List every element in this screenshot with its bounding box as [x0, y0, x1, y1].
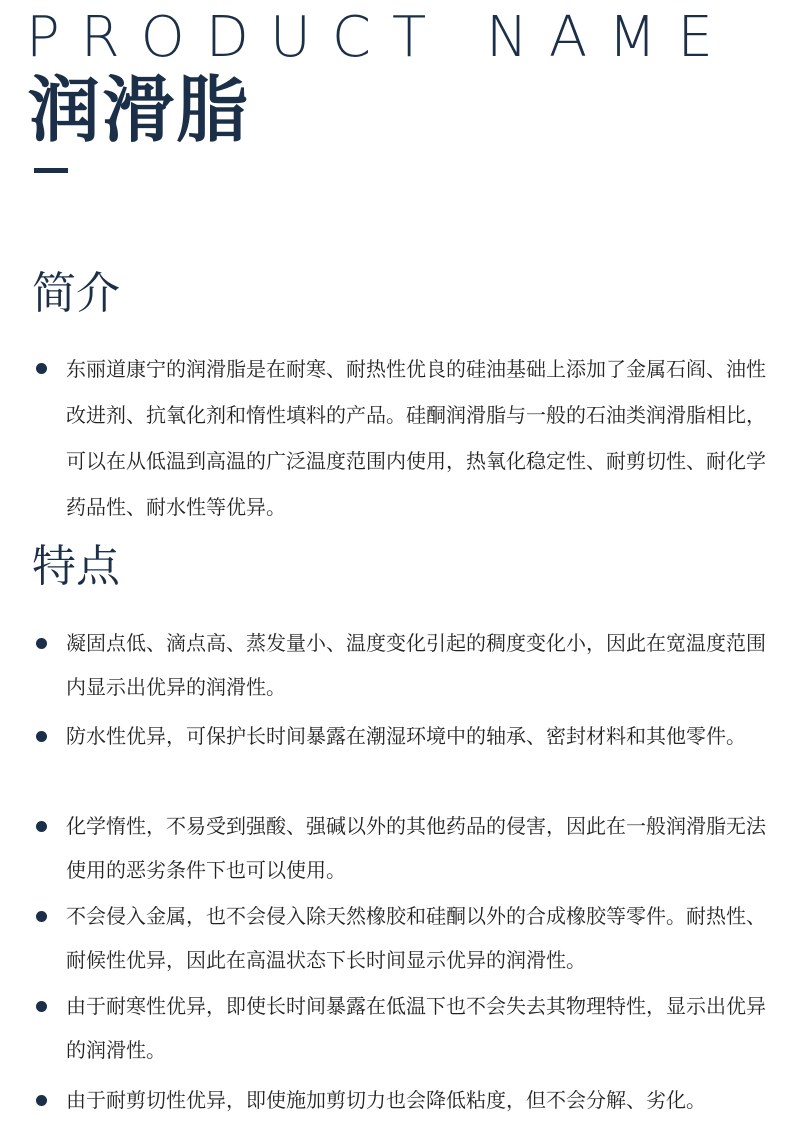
bullet-dot-icon — [36, 911, 47, 922]
bullet-dot-icon — [36, 731, 47, 742]
feature-text: 防水性优异，可保护长时间暴露在潮湿环境中的轴承、密封材料和其他零件。 — [66, 724, 746, 748]
bullet-dot-icon — [36, 1001, 47, 1012]
intro-text: 东丽道康宁的润滑脂是在耐寒、耐热性优良的硅油基础上添加了金属石阎、油性改进剂、抗氧化剂和惰性填料的产品。硅酮润滑脂与一般的石油类润滑脂相比，可以在从低温到高温的广泛温度范围内使用，热氧化稳定性、耐剪切性、耐化学药品性、耐水性等优异。 — [66, 357, 766, 519]
title-underline-bar — [34, 168, 68, 173]
intro-heading: 简介 — [32, 268, 120, 319]
feature-text: 化学惰性，不易受到强酸、强碱以外的其他药品的侵害，因此在一般润滑脂无法使用的恶劣条件下也可以使用。 — [66, 814, 766, 882]
feature-text: 不会侵入金属，也不会侵入除天然橡胶和硅酮以外的合成橡胶等零件。耐热性、耐候性优异，因此在高温状态下长时间显示优异的润滑性。 — [66, 904, 766, 972]
bullet-dot-icon — [36, 1095, 47, 1106]
bullet-dot-icon — [36, 821, 47, 832]
product-name-en: PRODUCT NAME — [26, 5, 734, 70]
bullet-dot-icon — [36, 638, 47, 649]
features-heading: 特点 — [32, 541, 120, 592]
feature-text: 由于耐寒性优异，即使长时间暴露在低温下也不会失去其物理特性，显示出优异的润滑性。 — [66, 994, 766, 1062]
product-name-cn: 润滑脂 — [28, 68, 251, 152]
feature-text: 凝固点低、滴点高、蒸发量小、温度变化引起的稠度变化小，因此在宽温度范围内显示出优异的润滑性。 — [66, 631, 766, 699]
bullet-dot-icon — [36, 363, 47, 374]
feature-text: 由于耐剪切性优异，即使施加剪切力也会降低粘度，但不会分解、劣化。 — [66, 1088, 706, 1112]
